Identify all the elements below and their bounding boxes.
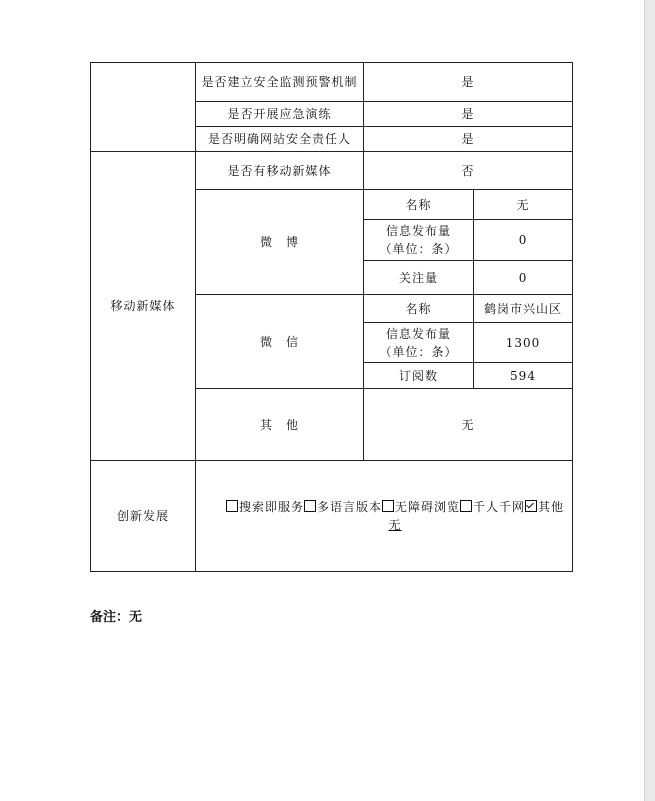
weixin-name-value: 鹤岗市兴山区	[474, 295, 573, 323]
option-other[interactable]	[525, 500, 564, 514]
other-media-label: 其 他	[196, 389, 364, 461]
option-multilingual[interactable]	[304, 500, 382, 514]
weibo-label: 微 博	[196, 190, 364, 295]
innovation-options-line	[222, 498, 568, 516]
weixin-posts-label-line2: （单位：条）	[379, 344, 458, 359]
weibo-posts-label	[364, 220, 474, 261]
monitoring-value: 是	[364, 63, 573, 102]
weixin-subscribers-value: 594	[474, 363, 573, 389]
option-search-service[interactable]	[226, 500, 304, 514]
page-edge	[644, 0, 655, 801]
weibo-posts-label-line1: 信息发布量	[385, 224, 451, 238]
innovation-options	[196, 461, 573, 572]
option-label: 其他	[538, 500, 565, 514]
report-table	[90, 62, 573, 572]
option-label: 搜索即服务	[238, 500, 304, 514]
weixin-posts-label	[364, 323, 474, 363]
option-label: 千人千网	[473, 500, 526, 514]
table-row	[91, 63, 573, 102]
checkbox-icon[interactable]	[460, 500, 472, 512]
weibo-name-value: 无	[474, 190, 573, 220]
weibo-posts-label-line2: （单位：条）	[379, 242, 458, 256]
weibo-followers-label: 关注量	[364, 261, 474, 295]
weibo-name-label: 名称	[364, 190, 474, 220]
weixin-name-label: 名称	[364, 295, 474, 323]
table-row	[91, 461, 573, 572]
media-section-label: 移动新媒体	[91, 152, 196, 461]
weixin-label: 微 信	[196, 295, 364, 389]
has-media-label: 是否有移动新媒体	[196, 152, 364, 190]
checkbox-icon[interactable]	[304, 500, 316, 512]
weixin-subscribers-label: 订阅数	[364, 363, 474, 389]
other-media-value: 无	[364, 389, 573, 461]
responsible-value: 是	[364, 127, 573, 152]
option-personalized[interactable]	[460, 500, 525, 514]
option-label: 多语言版本	[316, 500, 382, 514]
weibo-posts-value: 0	[474, 220, 573, 261]
weixin-posts-value: 1300	[474, 323, 573, 363]
innovation-other-text: 无	[388, 518, 402, 532]
checkbox-icon[interactable]	[226, 500, 238, 512]
responsible-label: 是否明确网站安全责任人	[196, 127, 364, 152]
has-media-value: 否	[364, 152, 573, 190]
table-row	[91, 152, 573, 190]
innovation-section-label: 创新发展	[91, 461, 196, 572]
drill-label: 是否开展应急演练	[196, 102, 364, 127]
drill-value: 是	[364, 102, 573, 127]
blank-section-cell	[91, 63, 196, 152]
weixin-posts-label-line1: 信息发布量	[385, 326, 451, 341]
monitoring-label: 是否建立安全监测预警机制	[196, 63, 364, 102]
weibo-followers-value: 0	[474, 261, 573, 295]
checkbox-icon[interactable]	[382, 500, 394, 512]
footnote: 备注：无	[90, 610, 143, 625]
option-label: 无障碍浏览	[395, 500, 461, 514]
checked-checkbox-icon[interactable]	[525, 500, 537, 512]
option-accessibility[interactable]	[382, 500, 460, 514]
